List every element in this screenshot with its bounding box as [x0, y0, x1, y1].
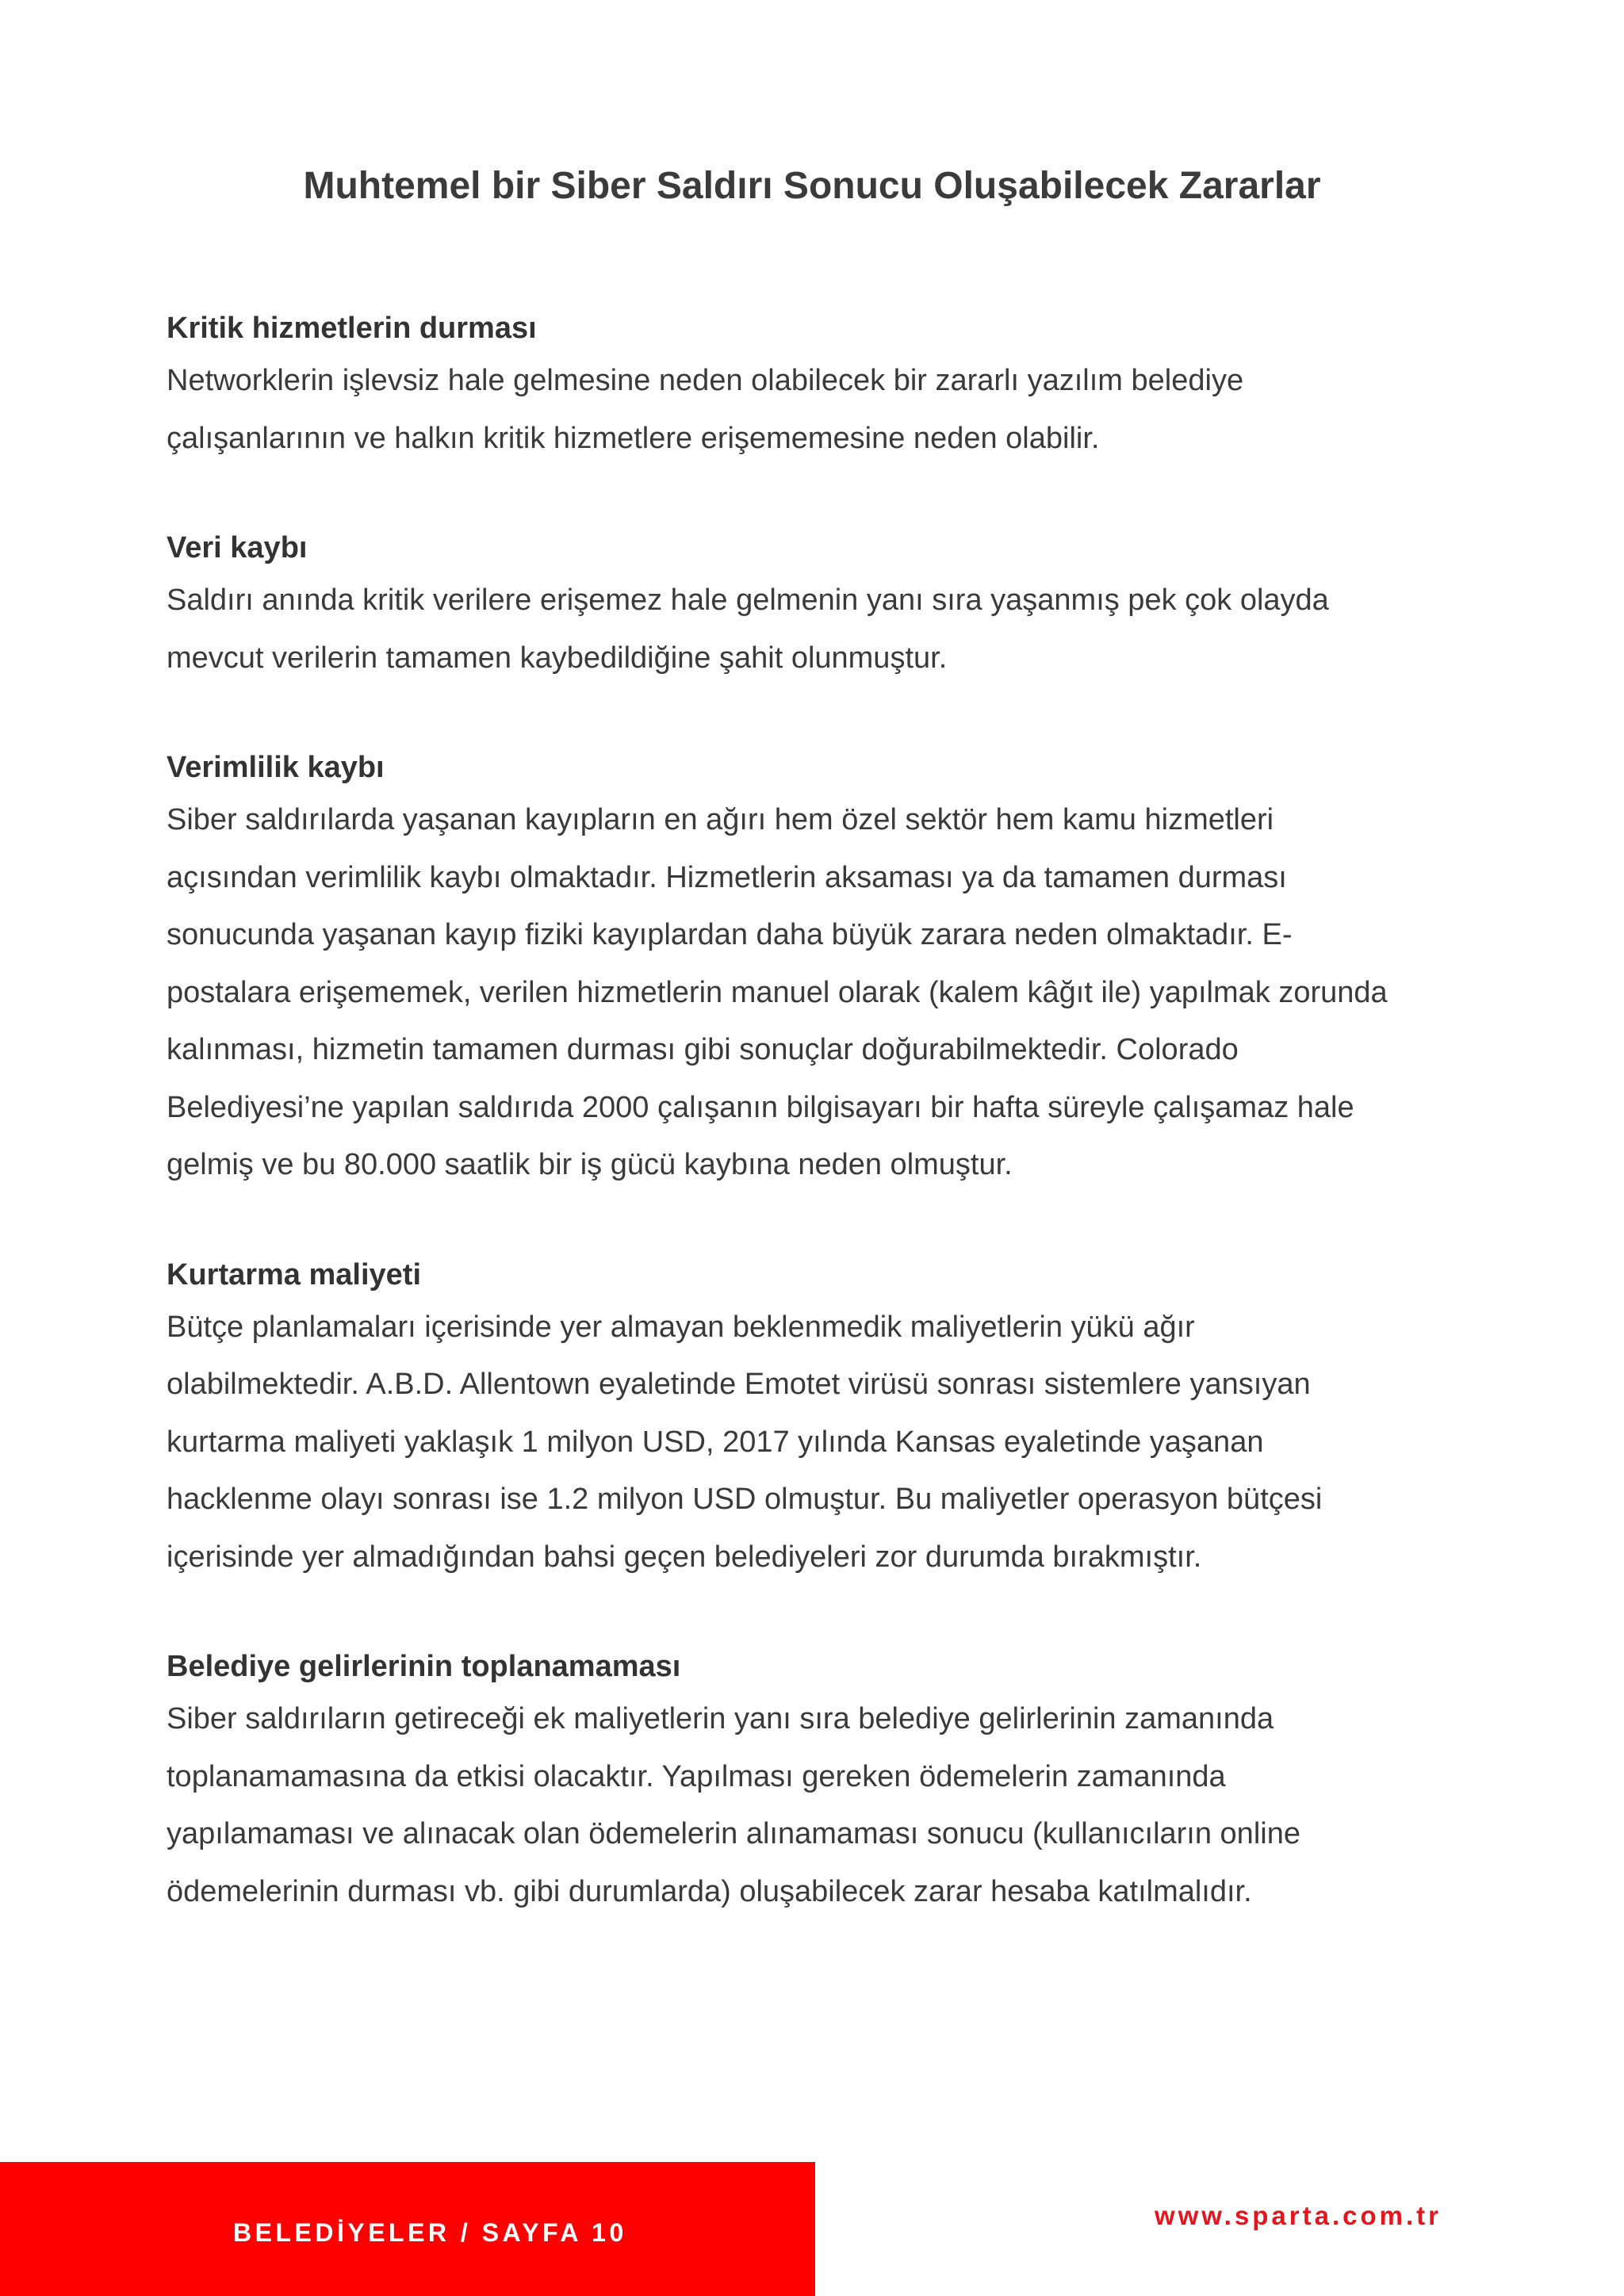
paragraph-line: açısından verimlilik kaybı olmaktadır. Hizmetlerin aksaması ya da tamamen durması [167, 860, 1287, 894]
page-title: Muhtemel bir Siber Saldırı Sonucu Oluşabilecek Zararlar [303, 165, 1321, 207]
paragraph-line: Bütçe planlamaları içerisinde yer almayan beklenmedik maliyetlerin yükü ağır [167, 1310, 1195, 1344]
paragraph-line: gelmiş ve bu 80.000 saatlik bir iş gücü kaybına neden olmuştur. [167, 1148, 1013, 1181]
paragraph-line: toplanamamasına da etkisi olacaktır. Yapılması gereken ödemelerin zamanında [167, 1759, 1226, 1793]
paragraph-line: mevcut verilerin tamamen kaybedildiğine şahit olunmuştur. [167, 641, 948, 675]
paragraph-line: Belediyesi’ne yapılan saldırıda 2000 çalışanın bilgisayarı bir hafta süreyle çalışamaz hale [167, 1090, 1354, 1124]
section-heading: Veri kaybı [167, 531, 308, 564]
paragraph-line: Networklerin işlevsiz hale gelmesine neden olabilecek bir zararlı yazılım belediye [167, 364, 1244, 397]
paragraph-line: hacklenme olayı sonrası ise 1.2 milyon USD olmuştur. Bu maliyetler operasyon bütçesi [167, 1483, 1323, 1516]
section-kurtarma-maliyeti [167, 1251, 1515, 1586]
footer-website-link[interactable]: www.sparta.com.tr [1154, 2201, 1442, 2230]
paragraph-line: olabilmektedir. A.B.D. Allentown eyaletinde Emotet virüsü sonrası sistemlere yansıyan [167, 1368, 1311, 1401]
paragraph-line: sonucunda yaşanan kayıp fiziki kayıplardan daha büyük zarara neden olmaktadır. E- [167, 918, 1293, 951]
paragraph-line: kurtarma maliyeti yaklaşık 1 milyon USD, 2017 yılında Kansas eyaletinde yaşanan [167, 1425, 1264, 1459]
paragraph-line: Saldırı anında kritik verilere erişemez hale gelmenin yanı sıra yaşanmış pek çok olayda [167, 584, 1329, 617]
document-body [167, 304, 1515, 1977]
section-verimlilik-kaybi [167, 744, 1515, 1194]
paragraph-line: çalışanlarının ve halkın kritik hizmetlere erişememesine neden olabilir. [167, 421, 1100, 455]
section-heading: Belediye gelirlerinin toplanamaması [167, 1650, 681, 1683]
paragraph-line: içerisinde yer almadığından bahsi geçen belediyeleri zor durumda bırakmıştır. [167, 1540, 1202, 1574]
section-belediye-gelirleri [167, 1643, 1515, 1920]
section-heading: Verimlilik kaybı [167, 751, 385, 784]
footer-page-label: BELEDİYELER / SAYFA 10 [233, 2218, 627, 2247]
section-veri-kaybi [167, 524, 1515, 687]
paragraph-line: Siber saldırılarda yaşanan kayıpların en ağırı hem özel sektör hem kamu hizmetleri [167, 803, 1274, 836]
paragraph-line: Siber saldırıların getireceği ek maliyetlerin yanı sıra belediye gelirlerinin zamanında [167, 1702, 1274, 1735]
paragraph-line: postalara erişememek, verilen hizmetlerin manuel olarak (kalem kâğıt ile) yapılmak zorunda [167, 975, 1388, 1009]
paragraph-line: ödemelerinin durması vb. gibi durumlarda) oluşabilecek zarar hesaba katılmalıdır. [167, 1874, 1252, 1908]
paragraph-line: yapılamaması ve alınacak olan ödemelerin alınamaması sonucu (kullanıcıların online [167, 1817, 1300, 1850]
section-kritik-hizmetler [167, 304, 1515, 467]
paragraph-line: kalınması, hizmetin tamamen durması gibi sonuçlar doğurabilmektedir. Colorado [167, 1033, 1239, 1066]
section-heading: Kritik hizmetlerin durması [167, 312, 537, 345]
section-heading: Kurtarma maliyeti [167, 1257, 422, 1292]
